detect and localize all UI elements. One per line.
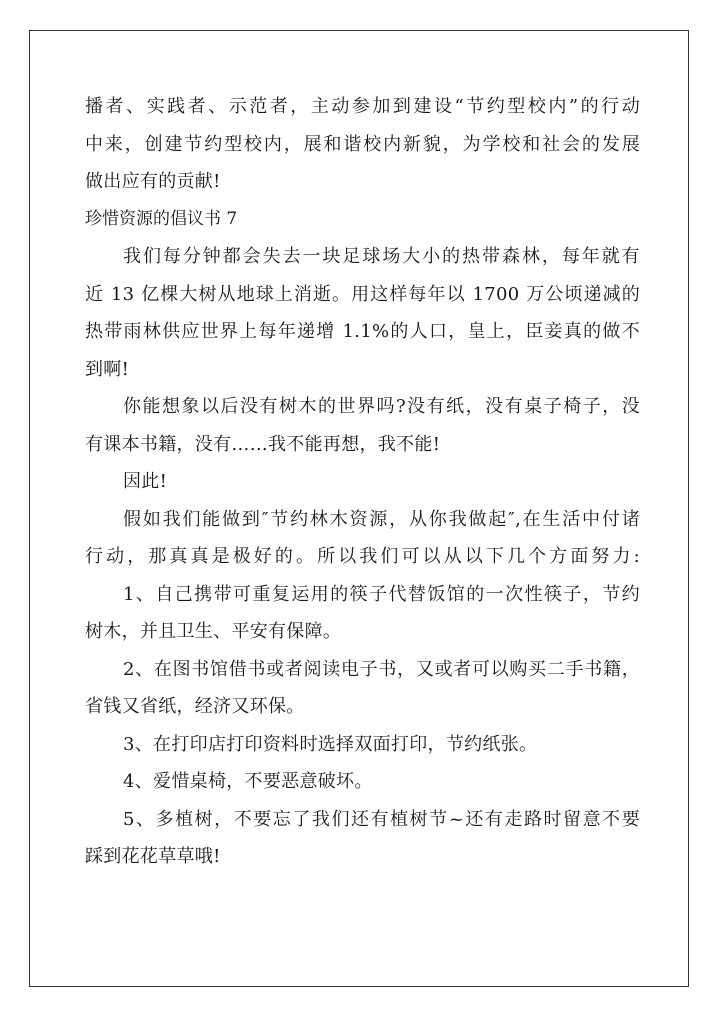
- paragraph-line: 近 13 亿棵大树从地球上消逝。用这样每年以 1700 万公顷递减的: [85, 283, 640, 305]
- paragraph-line: 你能想象以后没有树木的世界吗?没有纸，没有桌子椅子，没: [123, 396, 640, 417]
- section-heading: 珍惜资源的倡议书 7: [85, 208, 238, 229]
- list-item-line: 1、自己携带可重复运用的筷子代替饭馆的一次性筷子，节约: [123, 583, 640, 605]
- paragraph-line: 有课本书籍，没有……我不能再想，我不能!: [85, 433, 441, 455]
- paragraph-line: 假如我们能做到″节约林木资源，从你我做起″,在生活中付诸: [123, 508, 640, 530]
- list-item-line: 省钱又省纸，经济又环保。: [85, 696, 305, 717]
- paragraph-line: 我们每分钟都会失去一块足球场大小的热带森林，每年就有: [123, 246, 640, 267]
- list-item-line: 树木，并且卫生、平安有保障。: [85, 621, 342, 642]
- list-item-line: 3、在打印店打印资料时选择双面打印，节约纸张。: [123, 733, 538, 755]
- paragraph-line: 播者、实践者、示范者，主动参加到建设“节约型校内”的行动: [85, 96, 640, 117]
- paragraph-line: 中来，创建节约型校内，展和谐校内新貌，为学校和社会的发展: [85, 133, 640, 155]
- paragraph-line: 到啊!: [85, 358, 130, 380]
- list-item-line: 4、爱惜桌椅，不要恶意破坏。: [123, 771, 373, 792]
- list-item-line: 踩到花花草草哦!: [85, 846, 221, 867]
- paragraph-line: 做出应有的贡献!: [85, 171, 221, 192]
- paragraph-line: 行动，那真真是极好的。所以我们可以从以下几个方面努力:: [85, 546, 640, 567]
- list-item-line: 5、多植树，不要忘了我们还有植树节~还有走路时留意不要: [123, 808, 640, 830]
- document-body: [85, 88, 640, 876]
- list-item-line: 2、在图书馆借书或者阅读电子书，又或者可以购买二手书籍，: [123, 658, 640, 680]
- paragraph-line: 因此!: [123, 471, 168, 492]
- paragraph-line: 热带雨林供应世界上每年递增 1.1%的人口，皇上，臣妾真的做不: [85, 321, 640, 342]
